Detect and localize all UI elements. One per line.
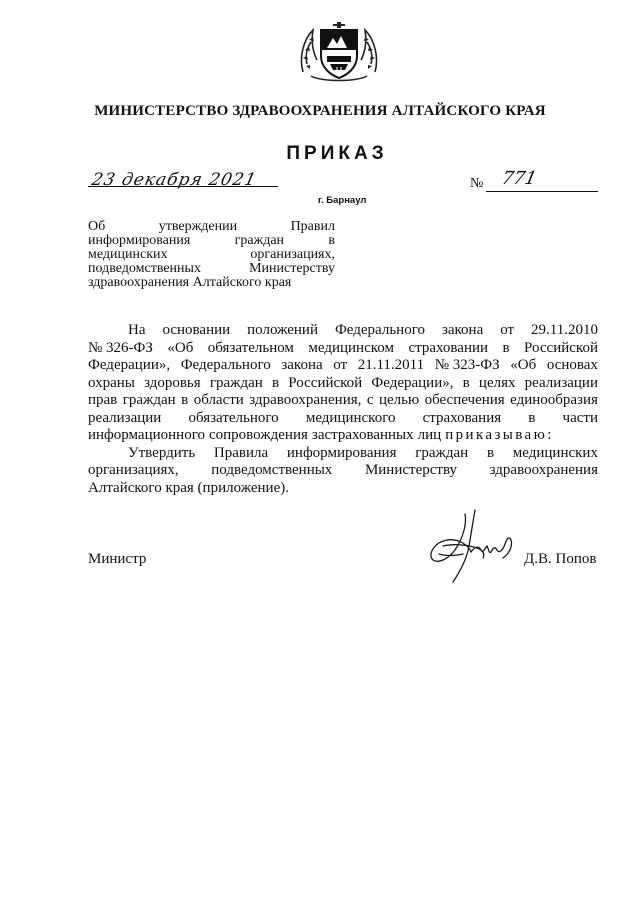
subject-last-line: здравоохранения Алтайского края bbox=[88, 275, 292, 290]
word: медицинском bbox=[308, 339, 394, 356]
word: целью bbox=[378, 392, 420, 408]
word: Министерству bbox=[249, 261, 335, 276]
body-line bbox=[88, 410, 598, 428]
word: обеспечения bbox=[424, 392, 505, 408]
word: медицинских bbox=[88, 247, 168, 262]
word: охраны bbox=[88, 374, 135, 391]
word: части bbox=[562, 409, 598, 426]
body-line bbox=[88, 375, 598, 393]
handwritten-signature bbox=[425, 508, 520, 588]
signer-position: Министр bbox=[88, 551, 147, 567]
body-line bbox=[88, 392, 598, 410]
word: здравоохранения bbox=[489, 462, 598, 478]
order-body bbox=[88, 322, 598, 497]
word: от bbox=[333, 357, 348, 373]
word: закона bbox=[441, 322, 484, 338]
word: Правил bbox=[290, 219, 335, 234]
word: граждан bbox=[209, 374, 263, 391]
word: лиц bbox=[417, 427, 442, 443]
word: здоровья bbox=[144, 374, 201, 391]
body-line bbox=[88, 427, 598, 445]
word: информирования bbox=[286, 444, 397, 461]
word: Российской bbox=[524, 339, 598, 356]
body-line bbox=[88, 322, 598, 340]
subject-line bbox=[88, 248, 335, 262]
word: Утвердить bbox=[128, 444, 196, 461]
word: 21.11.2011 bbox=[357, 357, 425, 373]
signer-name: Д.В. Попов bbox=[524, 551, 597, 567]
word: 29.11.2010 bbox=[531, 322, 598, 338]
word: Федерального bbox=[180, 357, 271, 373]
word: утверждении bbox=[158, 219, 238, 234]
word: № 323-ФЗ bbox=[434, 357, 500, 373]
subject-line bbox=[88, 220, 335, 234]
word: Федерации», bbox=[88, 357, 171, 373]
word: в bbox=[328, 233, 335, 248]
word: в bbox=[528, 409, 536, 426]
word: подведомственных bbox=[88, 261, 201, 276]
word: единообразия bbox=[510, 392, 598, 408]
word: в bbox=[502, 339, 510, 356]
ministry-heading: МИНИСТЕРСТВО ЗДРАВООХРАНЕНИЯ АЛТАЙСКОГО КРАЯ bbox=[94, 103, 546, 119]
word: медицинских bbox=[512, 444, 598, 461]
word: основании bbox=[162, 322, 231, 338]
word: с bbox=[366, 392, 374, 408]
order-number-label: № bbox=[470, 176, 484, 191]
handwritten-order-number: 771 bbox=[499, 168, 539, 189]
word: граждан bbox=[234, 233, 285, 248]
word: реализации bbox=[88, 409, 162, 426]
word: в bbox=[486, 444, 495, 461]
word: информационного bbox=[88, 427, 205, 443]
word: в bbox=[462, 374, 470, 391]
body-line bbox=[88, 445, 598, 463]
word: реализации bbox=[524, 374, 598, 391]
word: целях bbox=[478, 374, 516, 391]
handwritten-date: 23 декабря 2021 bbox=[89, 170, 259, 190]
word: застрахованных bbox=[311, 427, 414, 443]
word: от bbox=[500, 322, 515, 338]
word: страхования bbox=[422, 409, 502, 426]
word: «Об bbox=[510, 357, 537, 373]
word: страховании bbox=[408, 339, 489, 356]
word: Российской bbox=[288, 374, 363, 391]
order-command-word: приказываю: bbox=[445, 427, 554, 443]
subject-line bbox=[88, 262, 335, 276]
word: основах bbox=[546, 357, 598, 373]
word: На bbox=[128, 322, 146, 338]
word: положений bbox=[247, 322, 318, 338]
word: медицинского bbox=[305, 409, 396, 426]
word: сопровождения bbox=[208, 427, 308, 443]
date-underline bbox=[88, 185, 278, 187]
word: граждан bbox=[122, 392, 176, 408]
word: в bbox=[272, 374, 280, 391]
subject-line bbox=[88, 234, 335, 248]
word: в bbox=[181, 392, 189, 408]
order-subject bbox=[88, 220, 335, 290]
word: Министерству bbox=[364, 462, 458, 478]
body-last-line: Алтайского края (приложение). bbox=[88, 479, 289, 496]
word: обязательного bbox=[188, 409, 279, 426]
order-title: ПРИКАЗ bbox=[286, 143, 388, 164]
word: «Об bbox=[167, 339, 194, 356]
word: обязательном bbox=[207, 339, 294, 356]
word: № 326-ФЗ bbox=[88, 339, 153, 356]
coat-of-arms-emblem bbox=[297, 20, 381, 84]
word: прав bbox=[88, 392, 118, 408]
number-underline bbox=[486, 191, 598, 192]
word: Федерации», bbox=[371, 374, 454, 391]
word: граждан bbox=[415, 444, 469, 461]
word: информирования bbox=[88, 233, 191, 248]
word: подведомственных bbox=[211, 462, 333, 478]
word: Об bbox=[88, 219, 106, 234]
word: области bbox=[193, 392, 244, 408]
body-line bbox=[88, 357, 598, 375]
word: здравоохранения, bbox=[249, 392, 362, 408]
city-label: г. Барнаул bbox=[318, 195, 367, 206]
body-line bbox=[88, 462, 598, 480]
word: Правила bbox=[213, 444, 269, 461]
word: организациях, bbox=[250, 247, 335, 262]
body-line bbox=[88, 340, 598, 358]
word: закона bbox=[281, 357, 323, 373]
word: организациях, bbox=[88, 462, 179, 478]
word: Федерального bbox=[334, 322, 425, 338]
